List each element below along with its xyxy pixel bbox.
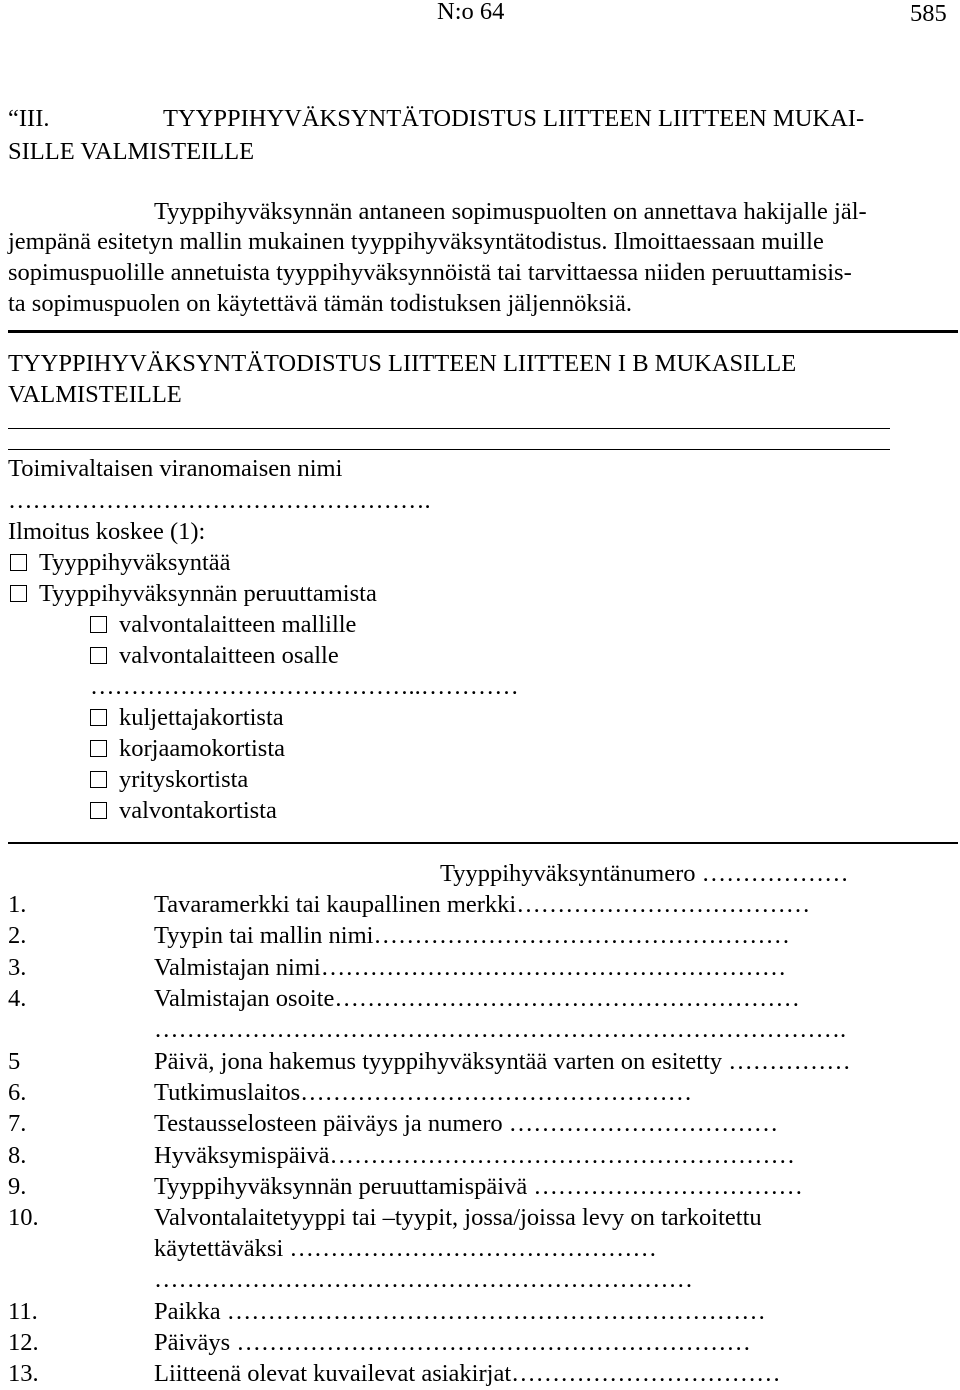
suboption-workshop-card	[90, 733, 285, 764]
blank-line	[8, 449, 890, 450]
suboption-control-card	[90, 795, 277, 826]
option-type-approval	[10, 547, 231, 578]
item-number: 10.	[8, 1204, 39, 1231]
notice-label: Ilmoitus koskee (1):	[8, 518, 206, 545]
item-text: Testausselosteen päiväys ja numero ……………………………	[154, 1110, 779, 1137]
item-number: 1.	[8, 891, 27, 918]
checkbox	[10, 554, 27, 571]
item-number: 7.	[8, 1110, 27, 1137]
item-number: 13.	[8, 1360, 39, 1387]
authority-name-field: …………………………………………….	[8, 487, 431, 514]
suboption-equipment-component	[90, 640, 339, 671]
option-label: yrityskortista	[119, 766, 249, 793]
intro-line: Tyyppihyväksynnän antaneen sopimuspuolten on annettava hakijalle jäl-	[154, 198, 867, 225]
item-number: 5	[8, 1048, 21, 1075]
item-text: Tyyppihyväksynnän peruuttamispäivä ……………………………	[154, 1173, 803, 1200]
item-text: …………………………………………………………	[154, 1266, 693, 1293]
intro-line: ta sopimuspuolen on käytettävä tämän todistuksen jäljennöksiä.	[8, 290, 632, 317]
page-number: 585	[910, 0, 947, 27]
option-label: Tyyppihyväksynnän peruuttamista	[39, 580, 377, 607]
item-number: 9.	[8, 1173, 27, 1200]
form-title-line2: VALMISTEILLE	[8, 381, 182, 408]
issue-number: N:o 64	[437, 0, 505, 25]
option-label: kuljettajakortista	[119, 704, 284, 731]
form-top-divider	[8, 330, 958, 333]
item-number: 4.	[8, 985, 27, 1012]
blank-line	[8, 428, 890, 429]
checkbox	[90, 802, 107, 819]
checkbox	[90, 616, 107, 633]
item-number: 2.	[8, 922, 27, 949]
item-number: 12.	[8, 1329, 39, 1356]
item-text: Päivä, jona hakemus tyyppihyväksyntää varten on esitetty ……………	[154, 1048, 851, 1075]
item-number: 3.	[8, 954, 27, 981]
checkbox	[10, 585, 27, 602]
item-text: Valvontalaitetyyppi tai –tyypit, jossa/joissa levy on tarkoitettu	[154, 1204, 762, 1231]
section-title-line1: TYYPPIHYVÄKSYNTÄTODISTUS LIITTEEN LIITTEEN MUKAI-	[163, 105, 865, 132]
option-withdrawal	[10, 578, 377, 609]
checkbox	[90, 647, 107, 664]
checkbox	[90, 740, 107, 757]
form-middle-divider	[8, 842, 958, 844]
item-text: Tavaramerkki tai kaupallinen merkki………………………………	[154, 891, 811, 918]
item-text: Valmistajan nimi…………………………………………………	[154, 954, 787, 981]
approval-number: Tyyppihyväksyntänumero ………………	[440, 860, 849, 887]
item-text: Valmistajan osoite…………………………………………………	[154, 985, 800, 1012]
item-text: Paikka …………………………………………………………	[154, 1298, 766, 1325]
option-label: valvontalaitteen osalle	[119, 642, 339, 669]
suboption-company-card	[90, 764, 248, 795]
item-text: ………………………………………………………………………….	[154, 1016, 847, 1043]
suboption-driver-card	[90, 702, 284, 733]
section-title-line2: SILLE VALMISTEILLE	[8, 138, 255, 165]
item-text: Päiväys ………………………………………………………	[154, 1329, 751, 1356]
item-text: Liitteenä olevat kuvailevat asiakirjat……………………………	[154, 1360, 781, 1387]
item-number: 8.	[8, 1142, 27, 1169]
item-text: käytettäväksi ………………………………………	[154, 1235, 657, 1262]
item-number: 11.	[8, 1298, 38, 1325]
item-text: Tyypin tai mallin nimi……………………………………………	[154, 922, 790, 949]
checkbox	[90, 709, 107, 726]
form-title-line1: TYYPPIHYVÄKSYNTÄTODISTUS LIITTEEN LIITTEEN I B MUKASILLE	[8, 350, 797, 377]
suboption-recording-equipment	[90, 609, 356, 640]
item-number: 6.	[8, 1079, 27, 1106]
item-text: Tutkimuslaitos…………………………………………	[154, 1079, 693, 1106]
option-label: Tyyppihyväksyntää	[39, 549, 231, 576]
section-number: “III.	[8, 105, 50, 132]
intro-line: jempänä esitetyn mallin mukainen tyyppihyväksyntätodistus. Ilmoittaessaan muille	[8, 228, 824, 255]
option-label: korjaamokortista	[119, 735, 286, 762]
intro-line: sopimuspuolille annetuista tyyppihyväksynnöistä tai tarvittaessa niiden peruuttamisis-	[8, 259, 852, 286]
option-label: valvontalaitteen mallille	[119, 611, 357, 638]
option-label: valvontakortista	[119, 797, 277, 824]
suboption-dots: …………………………………..…………	[90, 673, 519, 700]
item-text: Hyväksymispäivä…………………………………………………	[154, 1142, 796, 1169]
checkbox	[90, 771, 107, 788]
authority-label: Toimivaltaisen viranomaisen nimi	[8, 455, 343, 482]
